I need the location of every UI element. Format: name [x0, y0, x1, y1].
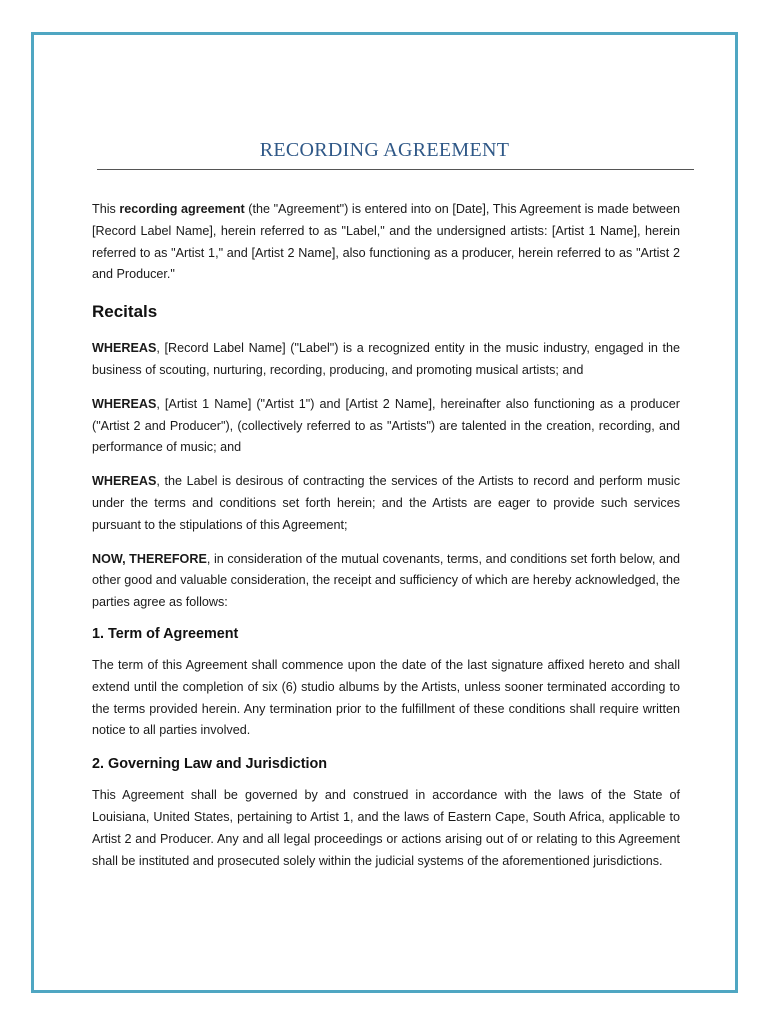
document-title: RECORDING AGREEMENT — [259, 139, 510, 161]
recital-text: , the Label is desirous of contracting the services of the Artists to record and perform music under the terms and conditions set forth herein; and the Artists are eager to provide such services pursuant to the stipulations of this Agreement; — [92, 474, 680, 532]
document-page — [31, 32, 738, 993]
intro-text-start: This — [92, 202, 120, 216]
document-body — [92, 199, 680, 886]
section-heading-governing-law: 2. Governing Law and Jurisdiction — [92, 756, 328, 773]
recital-lead: NOW, THEREFORE — [92, 551, 207, 566]
recital-paragraph — [92, 471, 680, 536]
recital-paragraph — [92, 394, 680, 459]
recital-lead: WHEREAS — [92, 396, 157, 411]
section-body-governing-law: This Agreement shall be governed by and construed in accordance with the laws of the State of Louisiana, United States, pertaining to Artist 1, and the laws of Eastern Cape, South Africa, applicable to Artist 2 and Producer. Any and all legal proceedings or actions arising out of or relating to this Agreement shall be instituted and prosecuted solely within the judicial systems of the aforementioned jurisdictions. — [92, 788, 680, 868]
intro-bold-term: recording agreement — [119, 202, 245, 216]
section-heading-term: 1. Term of Agreement — [92, 625, 239, 642]
recital-paragraph — [92, 549, 680, 614]
recital-paragraph — [92, 338, 680, 382]
intro-text-rest: (the "Agreement") is entered into on [Date], This Agreement is made between [Record Label Name], herein referred to as "Label," and the undersigned artists: [Artist 1 Name], herein referred to as "Artist 1," and [Artist 2 Name], also functioning as a producer, herein referred to as "Artist 2 and Producer." — [92, 202, 680, 282]
recital-text: , in consideration of the mutual covenants, terms, and conditions set forth below, and other good and valuable consideration, the receipt and sufficiency of which are hereby acknowledged, the parties agree as follows: — [92, 551, 681, 610]
recital-text: , [Artist 1 Name] ("Artist 1") and [Artist 2 Name], hereinafter also functioning as a producer ("Artist 2 and Producer"), (collectively referred to as "Artists") are talented in the creation, recording, and performance of music; and — [92, 396, 680, 455]
section-body-term: The term of this Agreement shall commence upon the date of the last signature affixed hereto and shall extend until the completion of six (6) studio albums by the Artists, unless sooner terminated according to the terms provided herein. Any termination prior to the fulfillment of these conditions shall require written notice to all parties involved. — [92, 657, 680, 738]
recital-text: , [Record Label Name] ("Label") is a recognized entity in the music industry, engaged in the business of scouting, nurturing, recording, producing, and promoting musical artists; and — [92, 341, 680, 377]
recital-lead: WHEREAS — [92, 474, 157, 489]
recital-lead: WHEREAS — [92, 341, 157, 356]
intro-paragraph — [92, 199, 680, 286]
recitals-heading: Recitals — [92, 302, 158, 322]
title-divider — [97, 169, 694, 170]
